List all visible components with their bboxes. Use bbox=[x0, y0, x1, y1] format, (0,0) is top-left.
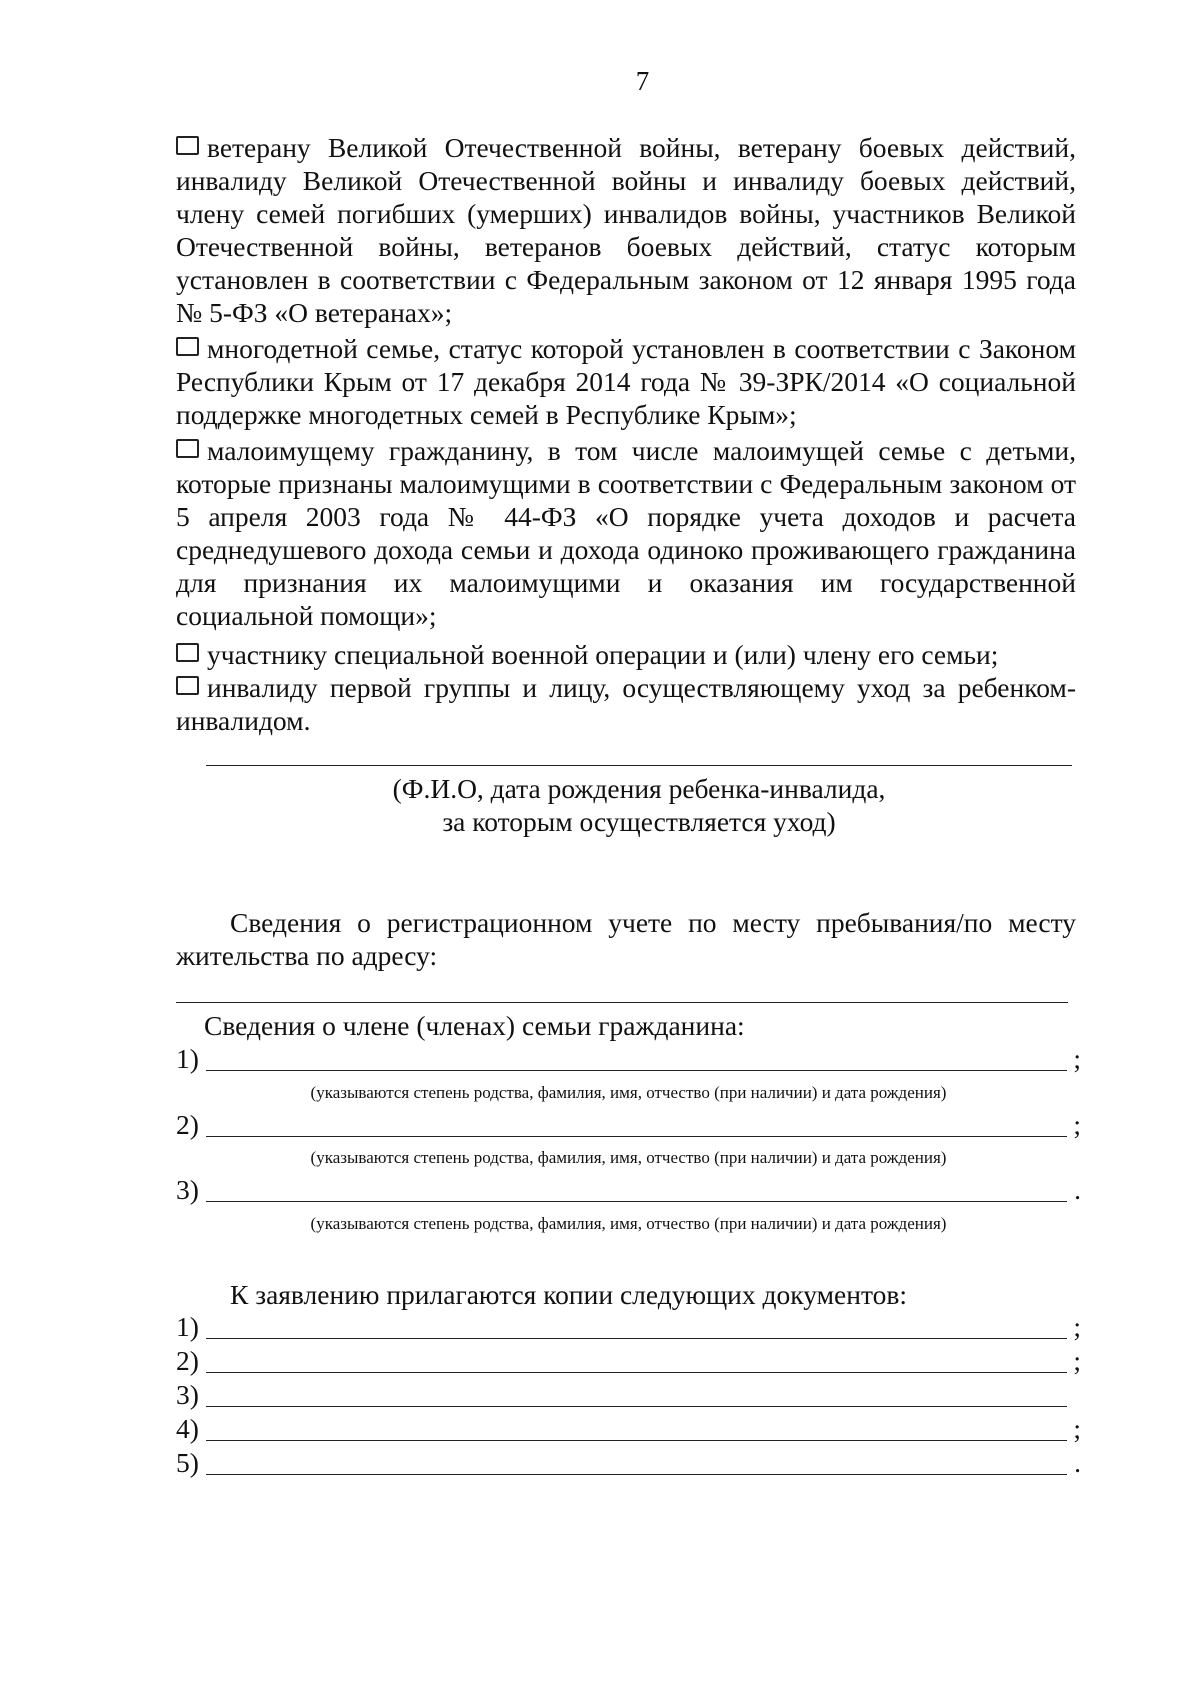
family-note-2: (указываются степень родства, фамилия, имя, отчество (при наличии) и дата рождения) bbox=[310, 1148, 947, 1167]
family-heading: Сведения о члене (членах) семьи гражданина: bbox=[204, 1010, 745, 1041]
family-row-end: ; bbox=[1073, 1109, 1081, 1140]
document-row-end: ; bbox=[1073, 1345, 1081, 1376]
category-text-svo: участнику специальной военной операции и (или) члену его семьи; bbox=[207, 639, 999, 670]
family-row-2[interactable] bbox=[176, 1109, 1081, 1143]
family-note-1: (указываются степень родства, фамилия, имя, отчество (при наличии) и дата рождения) bbox=[310, 1083, 947, 1102]
child-caption bbox=[206, 772, 1072, 838]
child-caption-line1: (Ф.И.О, дата рождения ребенка-инвалида, bbox=[392, 773, 886, 804]
document-row-4[interactable] bbox=[176, 1413, 1081, 1447]
page-number: 7 bbox=[635, 66, 650, 96]
document-row-number: 1) bbox=[176, 1311, 199, 1342]
category-text-low-income: малоимущему гражданину, в том числе малоимущей семье с детьми, которые признаны малоимущими в соответствии с Федеральным законом от 5 апреля 2003 года № 44-ФЗ «О порядке учета доходов и расчета среднедушевого дохода семьи и дохода одиноко проживающего гражданина для признания их малоимущими и оказания им государственной социальной помощи»; bbox=[176, 435, 1076, 631]
family-note-3: (указываются степень родства, фамилия, имя, отчество (при наличии) и дата рождения) bbox=[310, 1214, 947, 1233]
family-row-line[interactable] bbox=[206, 1201, 1067, 1202]
checkbox-veteran[interactable] bbox=[176, 136, 199, 155]
registration-text: Сведения о регистрационном учете по месту пребывания/по месту жительства по адресу: bbox=[176, 907, 1076, 971]
registration-address-line[interactable] bbox=[176, 1002, 1068, 1003]
document-row-line[interactable] bbox=[206, 1440, 1067, 1441]
document-row-5[interactable] bbox=[176, 1447, 1081, 1481]
category-item-veteran bbox=[176, 131, 1076, 329]
family-row-3[interactable] bbox=[176, 1174, 1081, 1208]
checkbox-svo[interactable] bbox=[176, 643, 199, 662]
category-item-low-income bbox=[176, 434, 1076, 632]
checkbox-low-income[interactable] bbox=[176, 439, 199, 458]
category-text-disabled: инвалиду первой группы и лицу, осуществляющему уход за ребенком-инвалидом. bbox=[176, 672, 1076, 736]
document-row-end: ; bbox=[1073, 1311, 1081, 1342]
document-row-3[interactable] bbox=[176, 1379, 1081, 1413]
child-caption-line2: за которым осуществляется уход) bbox=[442, 806, 836, 837]
category-item-svo bbox=[176, 638, 1076, 671]
family-row-end: . bbox=[1074, 1174, 1081, 1205]
documents-heading: К заявлению прилагаются копии следующих документов: bbox=[230, 1279, 907, 1310]
family-row-line[interactable] bbox=[206, 1136, 1067, 1137]
document-row-end: ; bbox=[1073, 1413, 1081, 1444]
family-row-number: 3) bbox=[176, 1174, 199, 1205]
category-item-disabled bbox=[176, 671, 1076, 737]
document-row-number: 3) bbox=[176, 1379, 199, 1410]
document-row-line[interactable] bbox=[206, 1372, 1067, 1373]
family-row-line[interactable] bbox=[206, 1070, 1067, 1071]
checkbox-large-family[interactable] bbox=[176, 337, 199, 356]
document-row-2[interactable] bbox=[176, 1345, 1081, 1379]
document-row-line[interactable] bbox=[206, 1406, 1067, 1407]
document-row-number: 4) bbox=[176, 1413, 199, 1444]
document-row-line[interactable] bbox=[206, 1338, 1067, 1339]
document-row-number: 5) bbox=[176, 1447, 199, 1478]
document-row-end: . bbox=[1074, 1447, 1081, 1478]
category-text-veteran: ветерану Великой Отечественной войны, ветерану боевых действий, инвалиду Великой Отечественной войны и инвалиду боевых действий, члену семей погибших (умерших) инвалидов войны, участников Великой Отечественной войны, ветеранов боевых действий, статус которым установлен в соответствии с Федеральным законом от 12 января 1995 года № 5-ФЗ «О ветеранах»; bbox=[176, 132, 1076, 328]
child-name-field-line[interactable] bbox=[206, 765, 1072, 766]
family-row-end: ; bbox=[1073, 1043, 1081, 1074]
document-row-1[interactable] bbox=[176, 1311, 1081, 1345]
family-row-number: 1) bbox=[176, 1043, 199, 1074]
family-row-1[interactable] bbox=[176, 1043, 1081, 1077]
category-item-large-family bbox=[176, 332, 1076, 431]
family-row-number: 2) bbox=[176, 1109, 199, 1140]
document-row-number: 2) bbox=[176, 1345, 199, 1376]
category-text-large-family: многодетной семье, статус которой установлен в соответствии с Законом Республики Крым от 17 декабря 2014 года № 39-ЗРК/2014 «О социальной поддержке многодетных семей в Республике Крым»; bbox=[176, 333, 1076, 430]
checkbox-disabled[interactable] bbox=[176, 676, 199, 695]
document-row-line[interactable] bbox=[206, 1474, 1067, 1475]
